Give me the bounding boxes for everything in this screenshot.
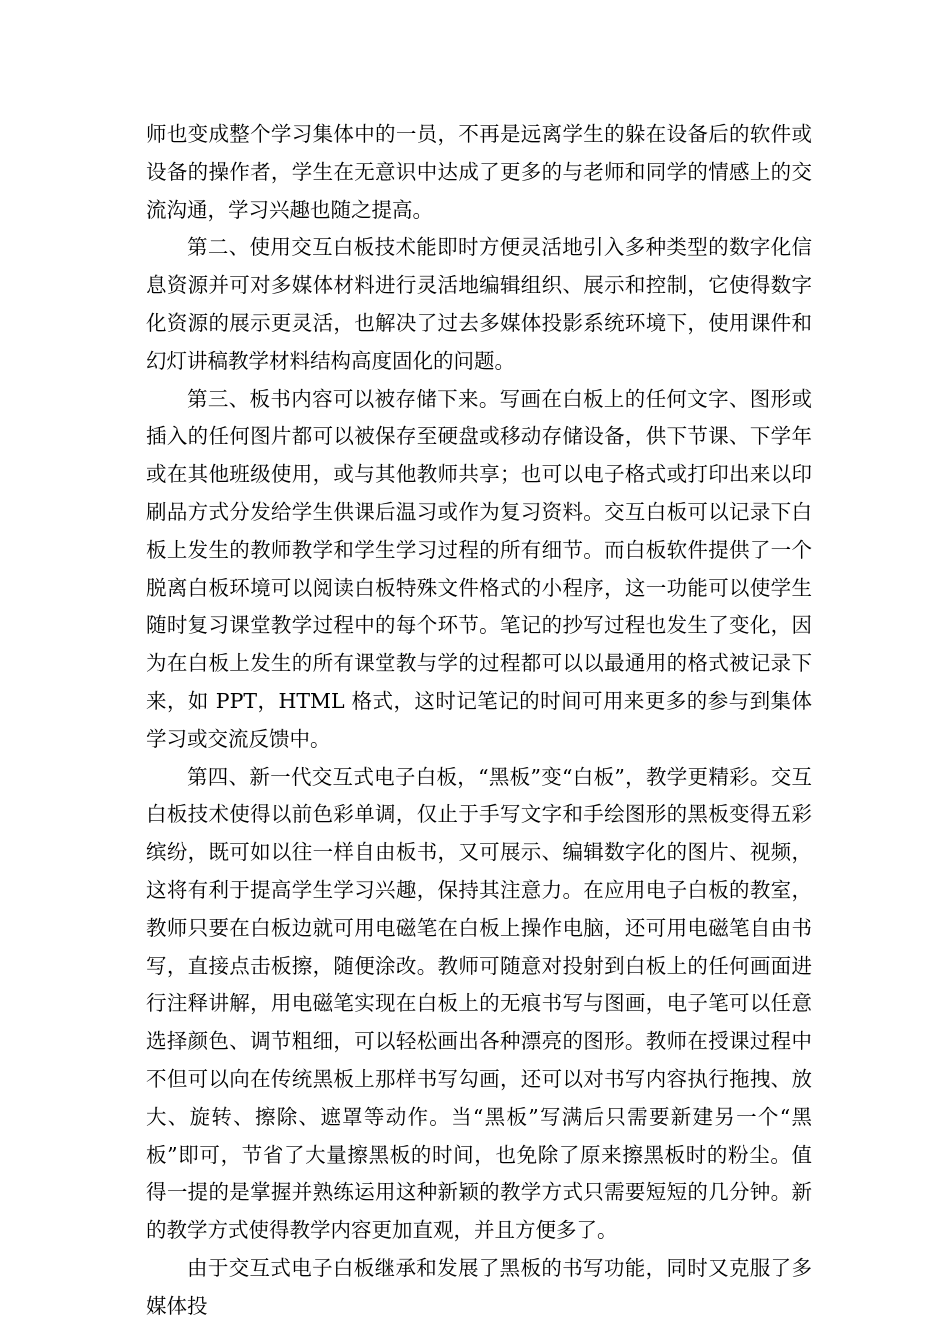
paragraph-second-point: 第二、使用交互白板技术能即时方便灵活地引入多种类型的数字化信息资源并可对多媒体材料进行灵活地编辑组织、展示和控制，它使得数字化资源的展示更灵活，也解决了过去多媒体投影系统环境下，使用课件和幻灯讲稿教学材料结构高度固化的问题。 bbox=[146, 235, 812, 373]
paragraph-conclusion-start: 由于交互式电子白板继承和发展了黑板的书写功能，同时又克服了多媒体投 bbox=[146, 1255, 812, 1318]
document-page bbox=[146, 116, 812, 1326]
paragraph-continuation: 师也变成整个学习集体中的一员，不再是远离学生的躲在设备后的软件或设备的操作者，学生在无意识中达成了更多的与老师和同学的情感上的交流沟通，学习兴趣也随之提高。 bbox=[146, 122, 812, 222]
paragraph-third-point: 第三、板书内容可以被存储下来。写画在白板上的任何文字、图形或插入的任何图片都可以被保存至硬盘或移动存储设备，供下节课、下学年或在其他班级使用，或与其他教师共享；也可以电子格式或打印出来以印刷品方式分发给学生供课后温习或作为复习资料。交互白板可以记录下白板上发生的教师教学和学生学习过程的所有细节。而白板软件提供了一个脱离白板环境可以阅读白板特殊文件格式的小程序，这一功能可以使学生随时复习课堂教学过程中的每个环节。笔记的抄写过程也发生了变化，因为在白板上发生的所有课堂教与学的过程都可以以最通用的格式被记录下来，如 PPT，HTML 格式，这时记笔记的时间可用来更多的参与到集体学习或交流反馈中。 bbox=[146, 386, 812, 751]
paragraph-fourth-point: 第四、新一代交互式电子白板，“黑板”变“白板”，教学更精彩。交互白板技术使得以前色彩单调，仅止于手写文字和手绘图形的黑板变得五彩缤纷，既可如以往一样自由板书，又可展示、编辑数字化的图片、视频，这将有利于提高学生学习兴趣，保持其注意力。在应用电子白板的教室，教师只要在白板边就可用电磁笔在白板上操作电脑，还可用电磁笔自由书写，直接点击板擦，随便涂改。教师可随意对投射到白板上的任何画面进行注释讲解，用电磁笔实现在白板上的无痕书写与图画，电子笔可以任意选择颜色、调节粗细，可以轻松画出各种漂亮的图形。教师在授课过程中不但可以向在传统黑板上那样书写勾画，还可以对书写内容执行拖拽、放大、旋转、擦除、遮罩等动作。当“黑板”写满后只需要新建另一个“黑板”即可，节省了大量擦黑板的时间，也免除了原来擦黑板时的粉尘。值得一提的是掌握并熟练运用这种新颖的教学方式只需要短短的几分钟。新的教学方式使得教学内容更加直观，并且方便多了。 bbox=[146, 764, 812, 1243]
